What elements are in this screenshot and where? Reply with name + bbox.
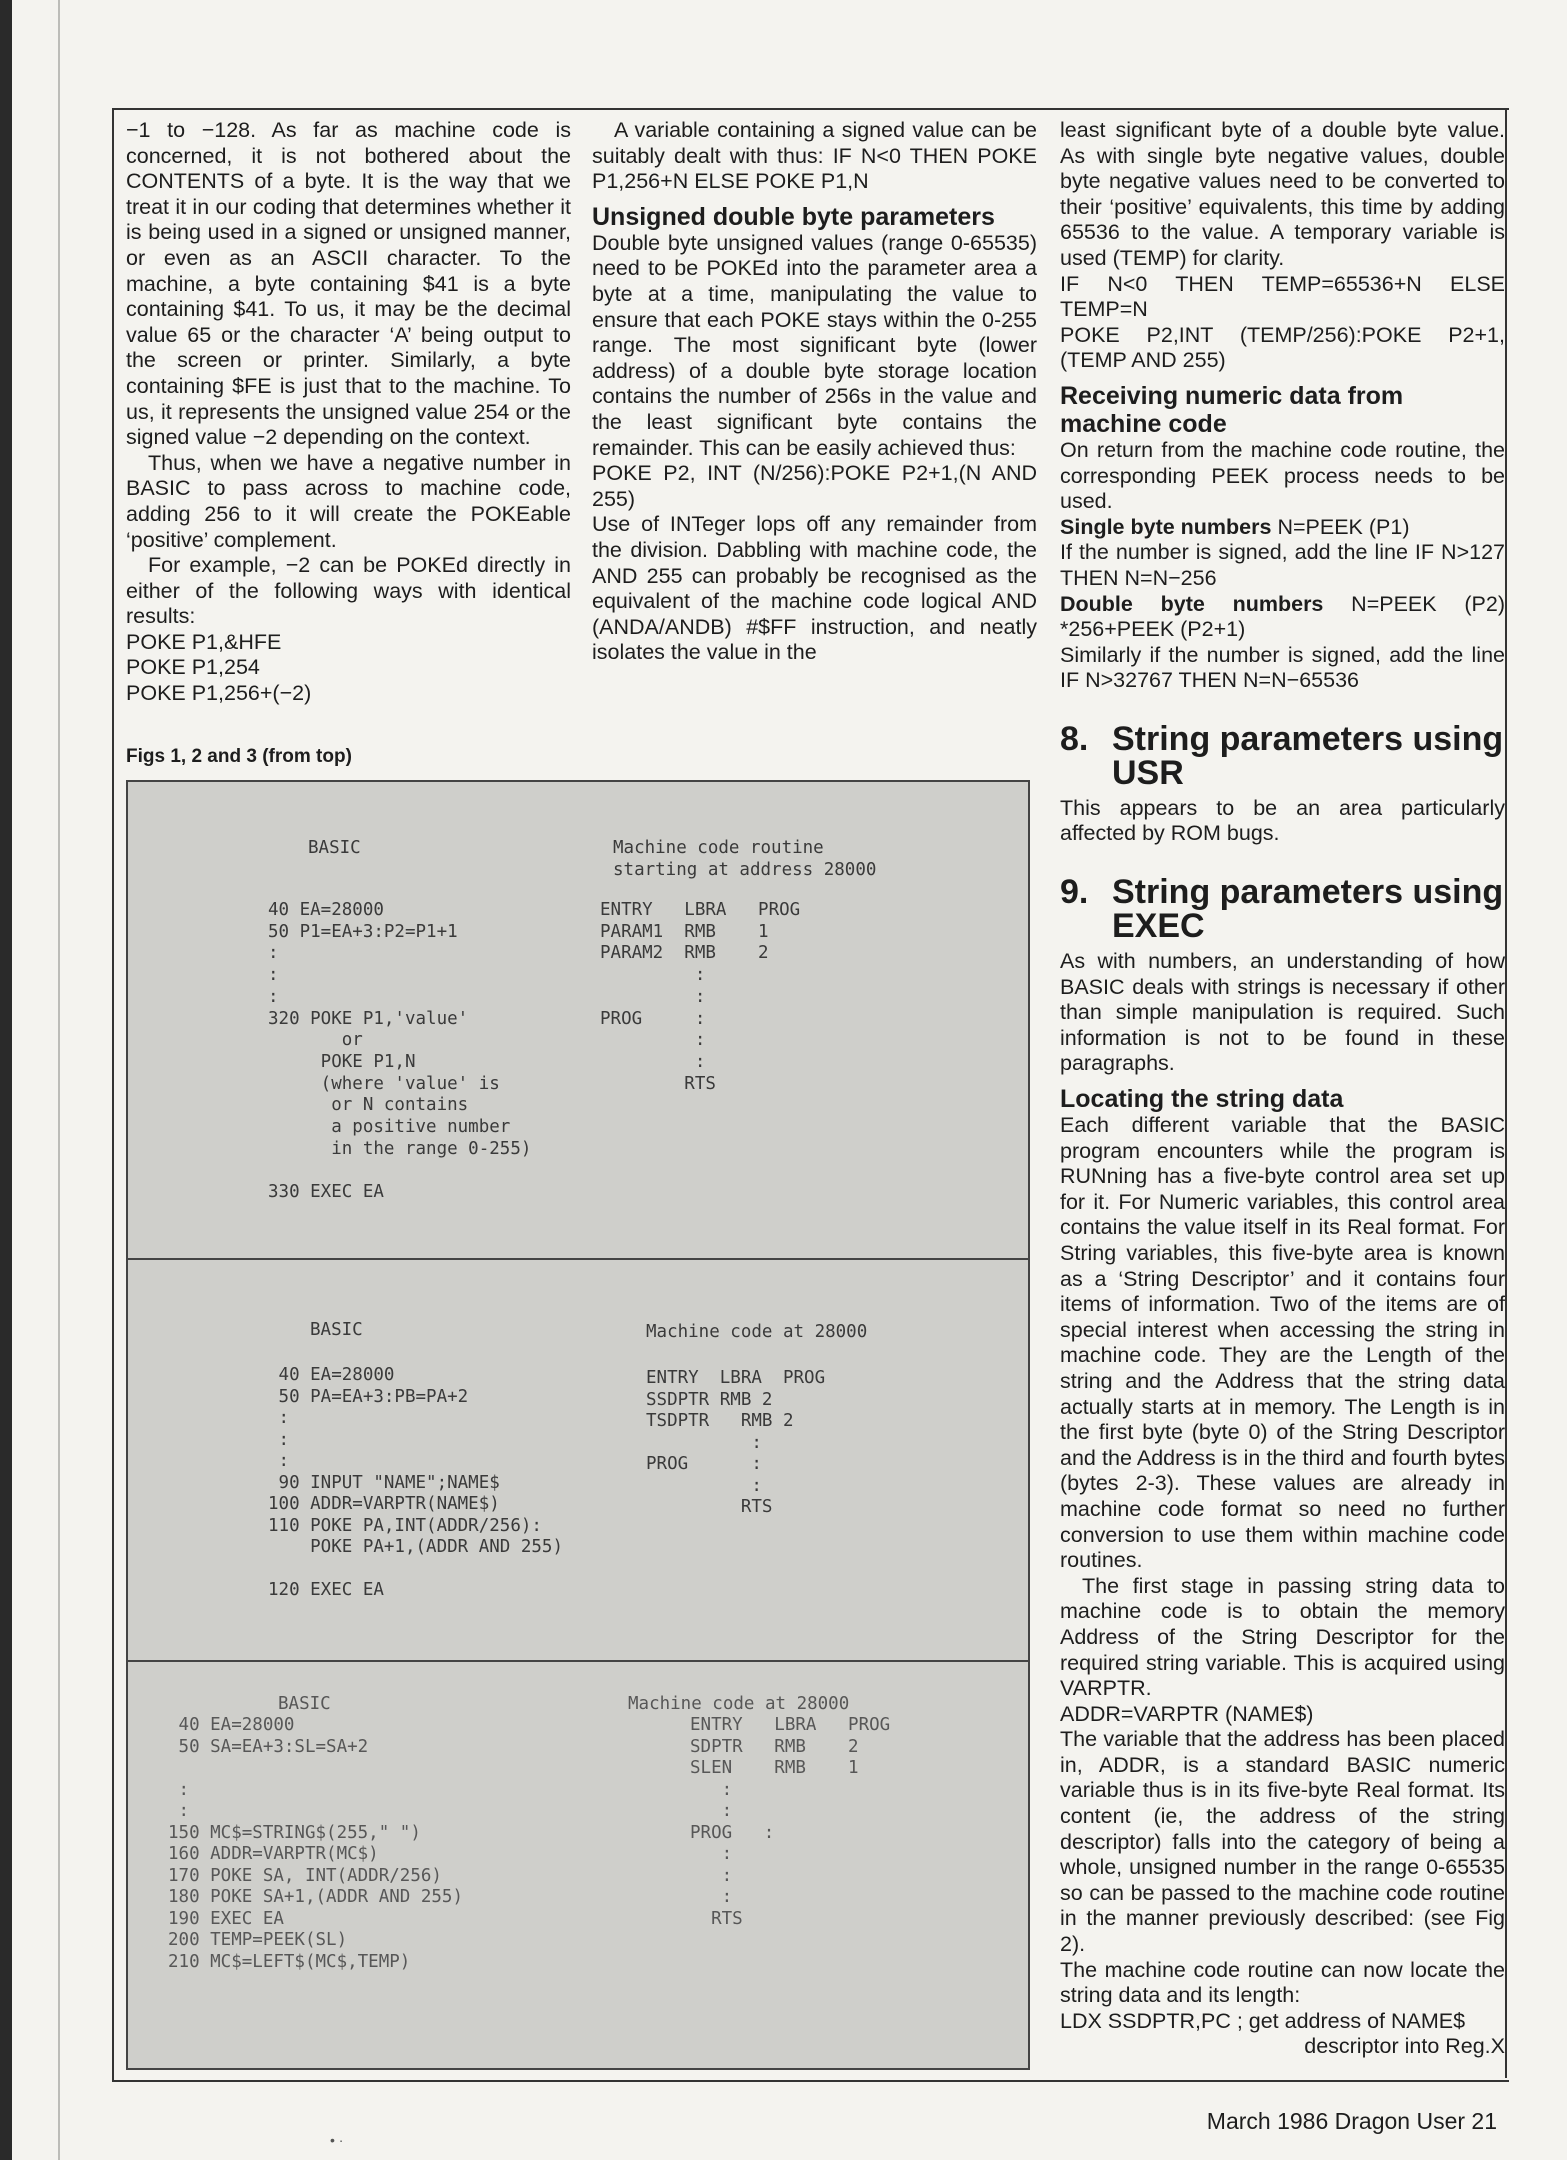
paragraph: If the number is signed, add the line IF N>127 THEN N=N−256 bbox=[1060, 540, 1505, 590]
paragraph: The machine code routine can now locate the string data and its length: bbox=[1060, 1957, 1505, 2008]
machine-code-heading: Machine code at 28000 bbox=[646, 1322, 868, 1342]
paragraph: Use of INTeger lops off any remainder from the division. Dabbling with machine code, the AND 255 can probably be recognised as the equivalent of the machine code logical AND (ANDA/ANDB) #$FF instruction, and neatly isolates the value in the bbox=[592, 512, 1037, 665]
paragraph: As with numbers, an understanding of how BASIC deals with strings is necessary if other than simple manipulation is required. Such information is not to be found in these paragraphs. bbox=[1060, 949, 1505, 1076]
code-line: ADDR=VARPTR (NAME$) bbox=[1060, 1701, 1314, 1726]
figure-caption: Figs 1, 2 and 3 (from top) bbox=[126, 746, 352, 767]
section-heading-8 bbox=[1060, 719, 1505, 792]
code-line: POKE P1,254 bbox=[126, 655, 260, 680]
subheading: Receiving numeric data from machine code bbox=[1060, 381, 1404, 438]
subheading: Unsigned double byte parameters bbox=[592, 202, 995, 231]
basic-heading: BASIC bbox=[278, 1694, 331, 1714]
paragraph: The variable that the address has been placed in, ADDR, is a standard BASIC numeric variable thus is in its five-byte Real format. Its content (ie, the address of the string descriptor) falls into the category of being a whole, unsigned number in the range 0-65535 so can be passed to the machine code routine in the manner previously described: (see Fig 2). bbox=[1060, 1727, 1505, 1957]
column-3 bbox=[1060, 118, 1505, 2060]
label: Single byte numbers bbox=[1060, 514, 1272, 539]
column-1 bbox=[126, 118, 571, 707]
machine-code-listing: ENTRY LBRA PROG SDPTR RMB 2 SLEN RMB 1 : : PROG : : : : RTS bbox=[690, 1715, 891, 1929]
paragraph bbox=[1060, 515, 1505, 541]
paragraph: The first stage in passing string data to machine code is to obtain the memory Address of the String Descriptor for the required string variable. This is acquired using VARPTR. bbox=[1060, 1573, 1505, 1701]
page-footer: March 1986 Dragon User 21 bbox=[1206, 2108, 1497, 2134]
paragraph: Thus, when we have a negative number in BASIC to pass across to machine code, adding 256 to it will create the POKEable ‘positive’ complement. bbox=[126, 450, 571, 552]
paragraph: least significant byte of a double byte value. As with single byte negative values, double byte negative values need to be converted to their ‘positive’ equivalents, this time by adding 65536 to the value. A temporary variable is used (TEMP) for clarity. bbox=[1060, 118, 1505, 270]
machine-code-heading: Machine code routine starting at address 28000 bbox=[613, 838, 877, 880]
paragraph: Each different variable that the BASIC program encounters while the program is RUNning has a five-byte control area set up for it. For Numeric variables, this control area contains the value itself in its Real format. For String variables, this five-byte area is known as a ‘String Descriptor’ and it contains four items of information. Two of the items are of special interest when accessing the string in machine code. They are the Length of the string and the Address that the string data actually starts at in memory. The Length is in the first byte (byte 0) of the String Descriptor and the Address is in the third and fourth bytes (bytes 2-3). These values are already in machine code format so need no further conversion to use them within machine code routines. bbox=[1060, 1113, 1505, 1573]
code: N=PEEK (P1) bbox=[1271, 514, 1410, 539]
section-title: String parameters using USR bbox=[1112, 719, 1504, 792]
label: Double byte numbers bbox=[1060, 591, 1324, 616]
paragraph: Double byte unsigned values (range 0-65535) need to be POKEd into the parameter area a byte at a time, manipulating the value to ensure that each POKE stays within the 0-255 range. The most significant byte (lower address) of a double byte storage location contains the number of 256s in the value and the least significant byte contains the remainder. This can be easily achieved thus: bbox=[592, 230, 1037, 460]
basic-listing: 40 EA=28000 50 PA=EA+3:PB=PA+2 : : : 90 INPUT "NAME";NAME$ 100 ADDR=VARPTR(NAME$) 110 POKE PA,INT(ADDR/256): POKE PA+1,(ADDR AND 255) 120 EXEC EA bbox=[268, 1365, 564, 1600]
machine-code-listing: ENTRY LBRA PROG PARAM1 RMB 1 PARAM2 RMB 2 : : PROG : : : RTS bbox=[600, 900, 801, 1094]
page-edge bbox=[0, 0, 12, 2160]
figure-2 bbox=[126, 1258, 1030, 1662]
code-line: descriptor into Reg.X bbox=[1304, 2034, 1505, 2059]
code-line: LDX SSDPTR,PC ; get address of NAME$ bbox=[1060, 2008, 1466, 2033]
basic-listing: 40 EA=28000 50 P1=EA+3:P2=P1+1 : : : 320 POKE P1,'value' or POKE P1,N (where 'value' is or N contains a positive number in the range 0-255) 330 EXEC EA bbox=[268, 900, 532, 1203]
section-heading-9 bbox=[1060, 873, 1505, 946]
machine-code-listing: ENTRY LBRA PROG SSDPTR RMB 2 TSDPTR RMB 2 : PROG : : RTS bbox=[646, 1368, 826, 1517]
code-line: POKE P2,INT (TEMP/256):POKE P2+1, (TEMP AND 255) bbox=[1060, 322, 1505, 373]
column-2 bbox=[592, 118, 1037, 666]
section-title: String parameters using EXEC bbox=[1112, 873, 1504, 946]
paragraph: Similarly if the number is signed, add the line IF N>32767 THEN N=N−65536 bbox=[1060, 642, 1505, 693]
subheading: Locating the string data bbox=[1060, 1085, 1344, 1114]
print-speck: • · bbox=[330, 2132, 344, 2148]
code-line: POKE P1,256+(−2) bbox=[126, 681, 312, 706]
code: N=PEEK (P2) *256+PEEK (P2+1) bbox=[1060, 591, 1505, 642]
paragraph: A variable containing a signed value can be suitably dealt with thus: IF N<0 THEN POKE P1,256+N ELSE POKE P1,N bbox=[592, 118, 1037, 194]
paragraph: −1 to −128. As far as machine code is concerned, it is not bothered about the CONTENTS of a byte. It is the way that we treat it in our coding that determines whether it is being used in a signed or unsigned manner, or even as an ASCII character. To the machine, a byte containing $41 is a byte containing $41. To us, it may be the decimal value 65 or the character ‘A’ being output to the screen or printer. Similarly, a byte containing $FE is just that to the machine. To us, it represents the unsigned value 254 or the signed value −2 depending on the context. bbox=[126, 118, 571, 450]
paragraph: This appears to be an area particularly affected by ROM bugs. bbox=[1060, 795, 1505, 846]
basic-listing: 40 EA=28000 50 SA=EA+3:SL=SA+2 : : 150 MC$=STRING$(255," ") 160 ADDR=VARPTR(MC$) 170 POKE SA, INT(ADDR/256) 180 POKE SA+1,(ADDR AND 255) 190 EXEC EA 200 TEMP=PEEK(SL) 210 MC$=LEFT$(MC$,TEMP) bbox=[168, 1715, 464, 1972]
code-line: POKE P2, INT (N/256):POKE P2+1,(N AND 255) bbox=[592, 461, 1037, 511]
basic-heading: BASIC bbox=[308, 838, 361, 858]
machine-code-heading: Machine code at 28000 bbox=[628, 1694, 850, 1714]
page-fold bbox=[58, 0, 60, 2160]
paragraph: On return from the machine code routine, the corresponding PEEK process needs to be used. bbox=[1060, 437, 1505, 514]
code-line: IF N<0 THEN TEMP=65536+N ELSE TEMP=N bbox=[1060, 271, 1505, 322]
paragraph bbox=[1060, 592, 1505, 643]
paragraph: For example, −2 can be POKEd directly in either of the following ways with identical results: bbox=[126, 553, 571, 629]
basic-heading: BASIC bbox=[310, 1320, 363, 1340]
code-line: POKE P1,&HFE bbox=[126, 629, 282, 654]
figure-3 bbox=[126, 1660, 1030, 2070]
page-frame-right bbox=[1505, 108, 1507, 2078]
section-number: 9. bbox=[1060, 873, 1089, 912]
section-number: 8. bbox=[1060, 719, 1089, 758]
figure-1 bbox=[126, 780, 1030, 1260]
